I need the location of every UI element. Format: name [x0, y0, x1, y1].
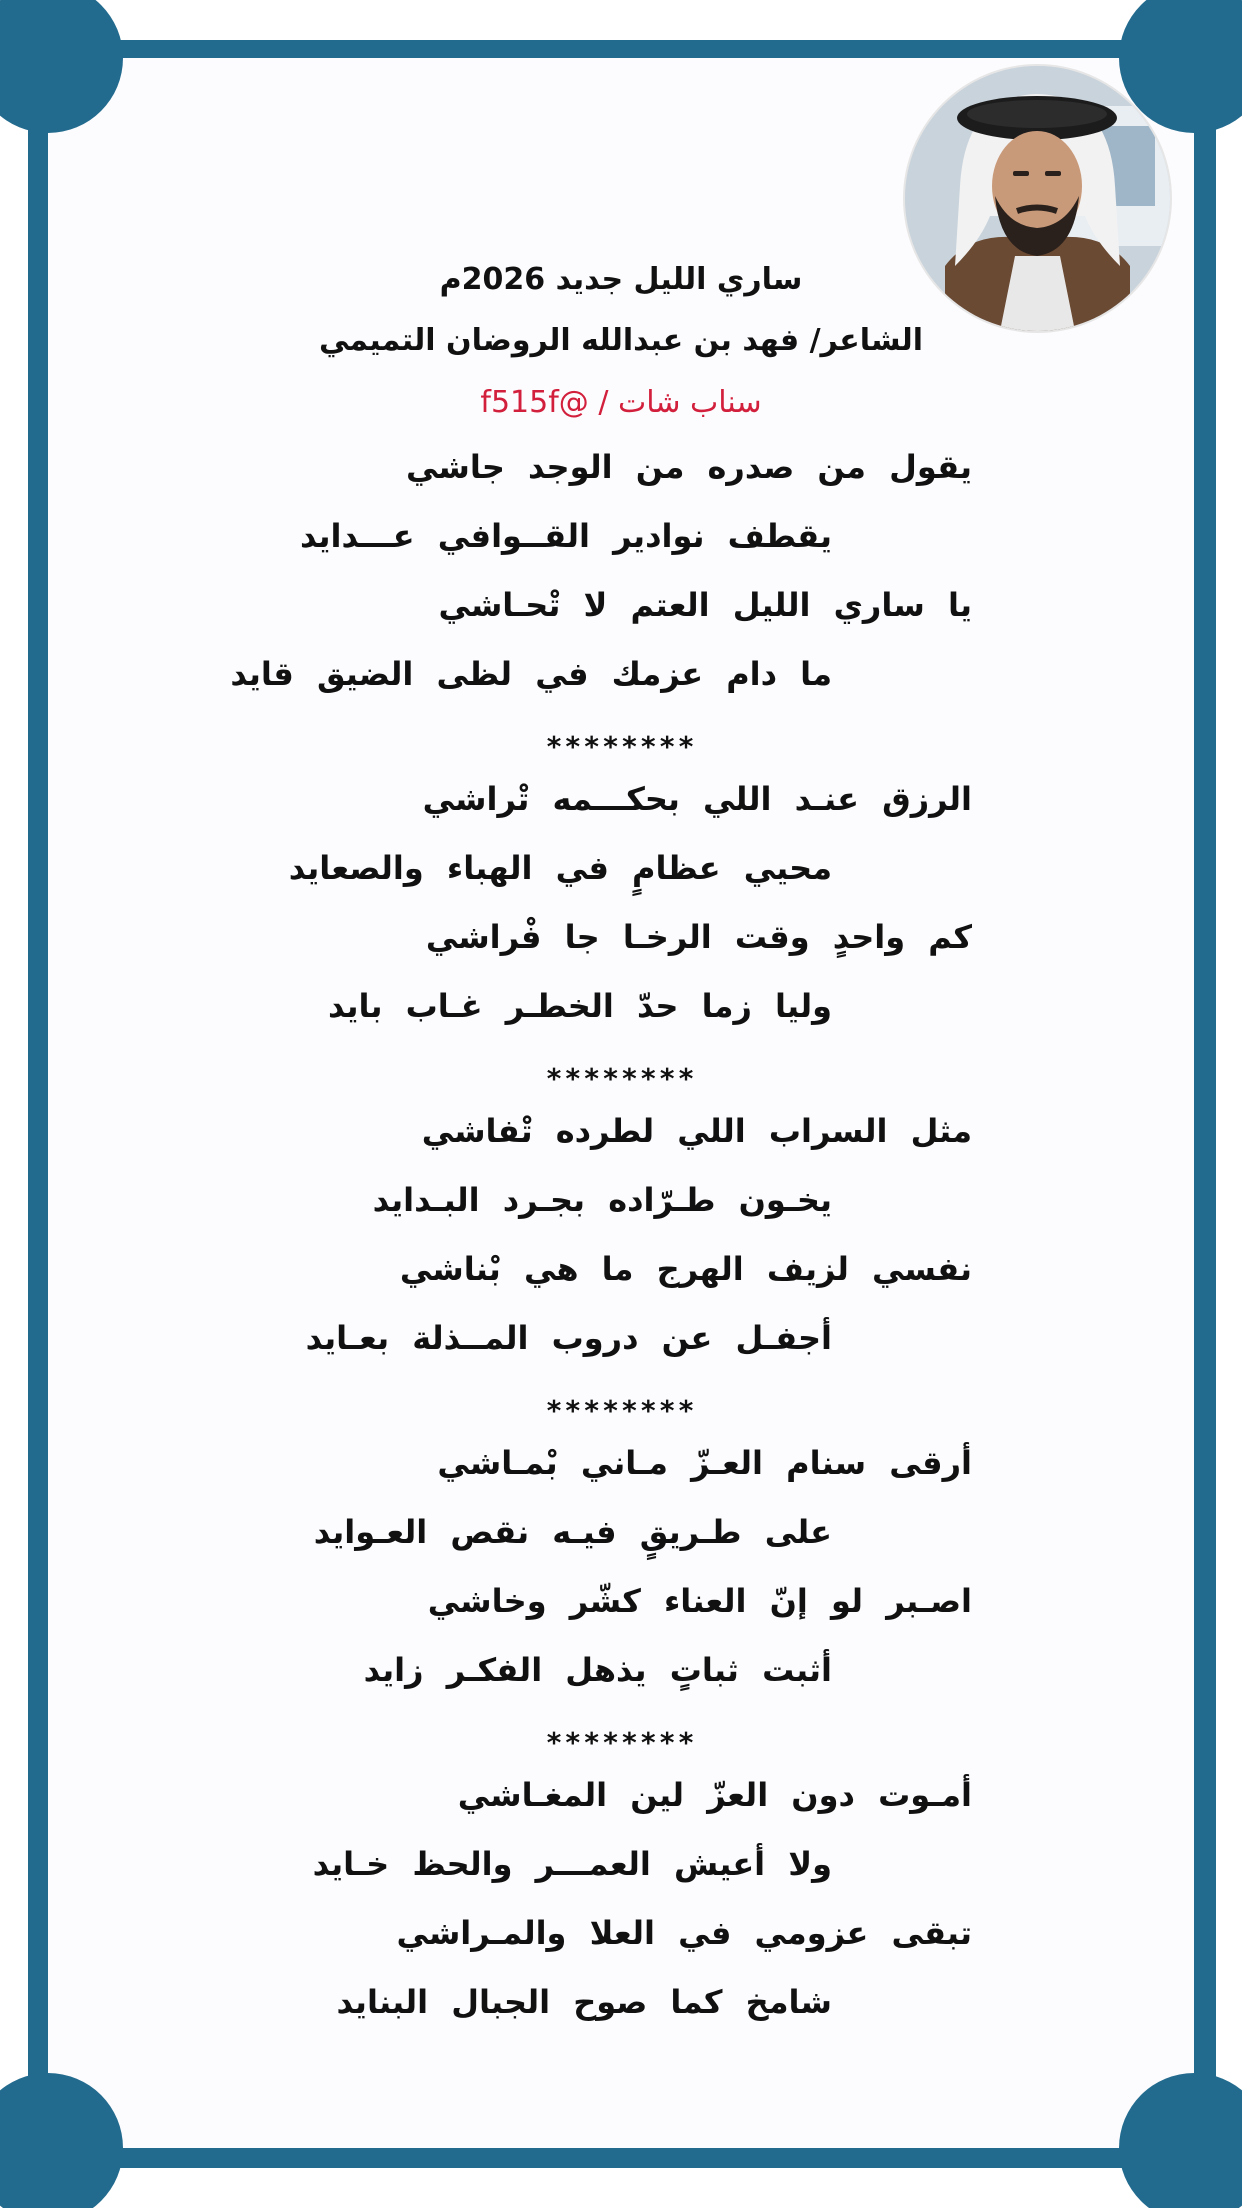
corner-decoration-bottom-right [1119, 2073, 1242, 2208]
poem-line: تبقى عزومي في العلا والمـراشي [396, 1914, 972, 1952]
poem-line: الرزق عنـد اللي بحكـــمه تْراشي [422, 780, 972, 818]
poem-line: أجفـل عن دروب المــذلة بعـايد [305, 1319, 832, 1357]
stanza-separator: ******** [545, 1394, 697, 1427]
corner-decoration-bottom-left [0, 2073, 123, 2208]
poem-card [48, 58, 1194, 2148]
poet-name: الشاعر/ فهد بن عبدالله الروضان التميمي [318, 323, 924, 358]
poem-line: ما دام عزمك في لظى الضيق قايد [230, 655, 832, 693]
stanza-separator: ******** [545, 730, 697, 763]
poem-line: أمـوت دون العزّ لين المغـاشي [457, 1776, 972, 1814]
corner-decoration-top-left [0, 0, 123, 133]
poem-line: اصـبر لو إنّ العناء كشّر وخاشي [427, 1582, 972, 1620]
poem-line: على طـريقٍ فيـه نقص العـوايد [313, 1513, 832, 1551]
poem-line: شامخ كما صوح الجبال البنايد [336, 1983, 832, 2021]
snapchat-handle: سناب شات / @f515f [480, 385, 762, 420]
poem-title: ساري الليل جديد 2026م [439, 262, 803, 297]
stanza-separator: ******** [545, 1062, 697, 1095]
poem-line: أثبت ثباتٍ يذهل الفكـر زايد [363, 1651, 832, 1689]
poem-line: مثل السراب اللي لطرده تْفاشي [421, 1112, 972, 1150]
poem-line: محيي عظامٍ في الهباء والصعايد [288, 849, 832, 887]
poem-line: يخـون طـرّاده بجـرد البـدايد [372, 1181, 832, 1219]
poem-line: يقطف نوادير القــوافي عـــدايد [299, 517, 832, 555]
poem-line: نفسي لزيف الهرج ما هي بْناشي [399, 1250, 972, 1288]
poem-line: يا ساري الليل العتم لا تْحـاشي [438, 586, 972, 624]
poem-line: أرقى سنام العـزّ مـاني بْمـاشي [437, 1444, 972, 1482]
poem-line: يقول من صدره من الوجد جاشي [405, 448, 972, 486]
poem-line: وليا زما حدّ الخطـر غـاب بايد [327, 987, 832, 1025]
stanza-separator: ******** [545, 1726, 697, 1759]
poem-line: ولا أعيش العمـــر والحظ خـايد [312, 1845, 832, 1883]
poem-line: كم واحدٍ وقت الرخـا جا فْراشي [425, 918, 972, 956]
